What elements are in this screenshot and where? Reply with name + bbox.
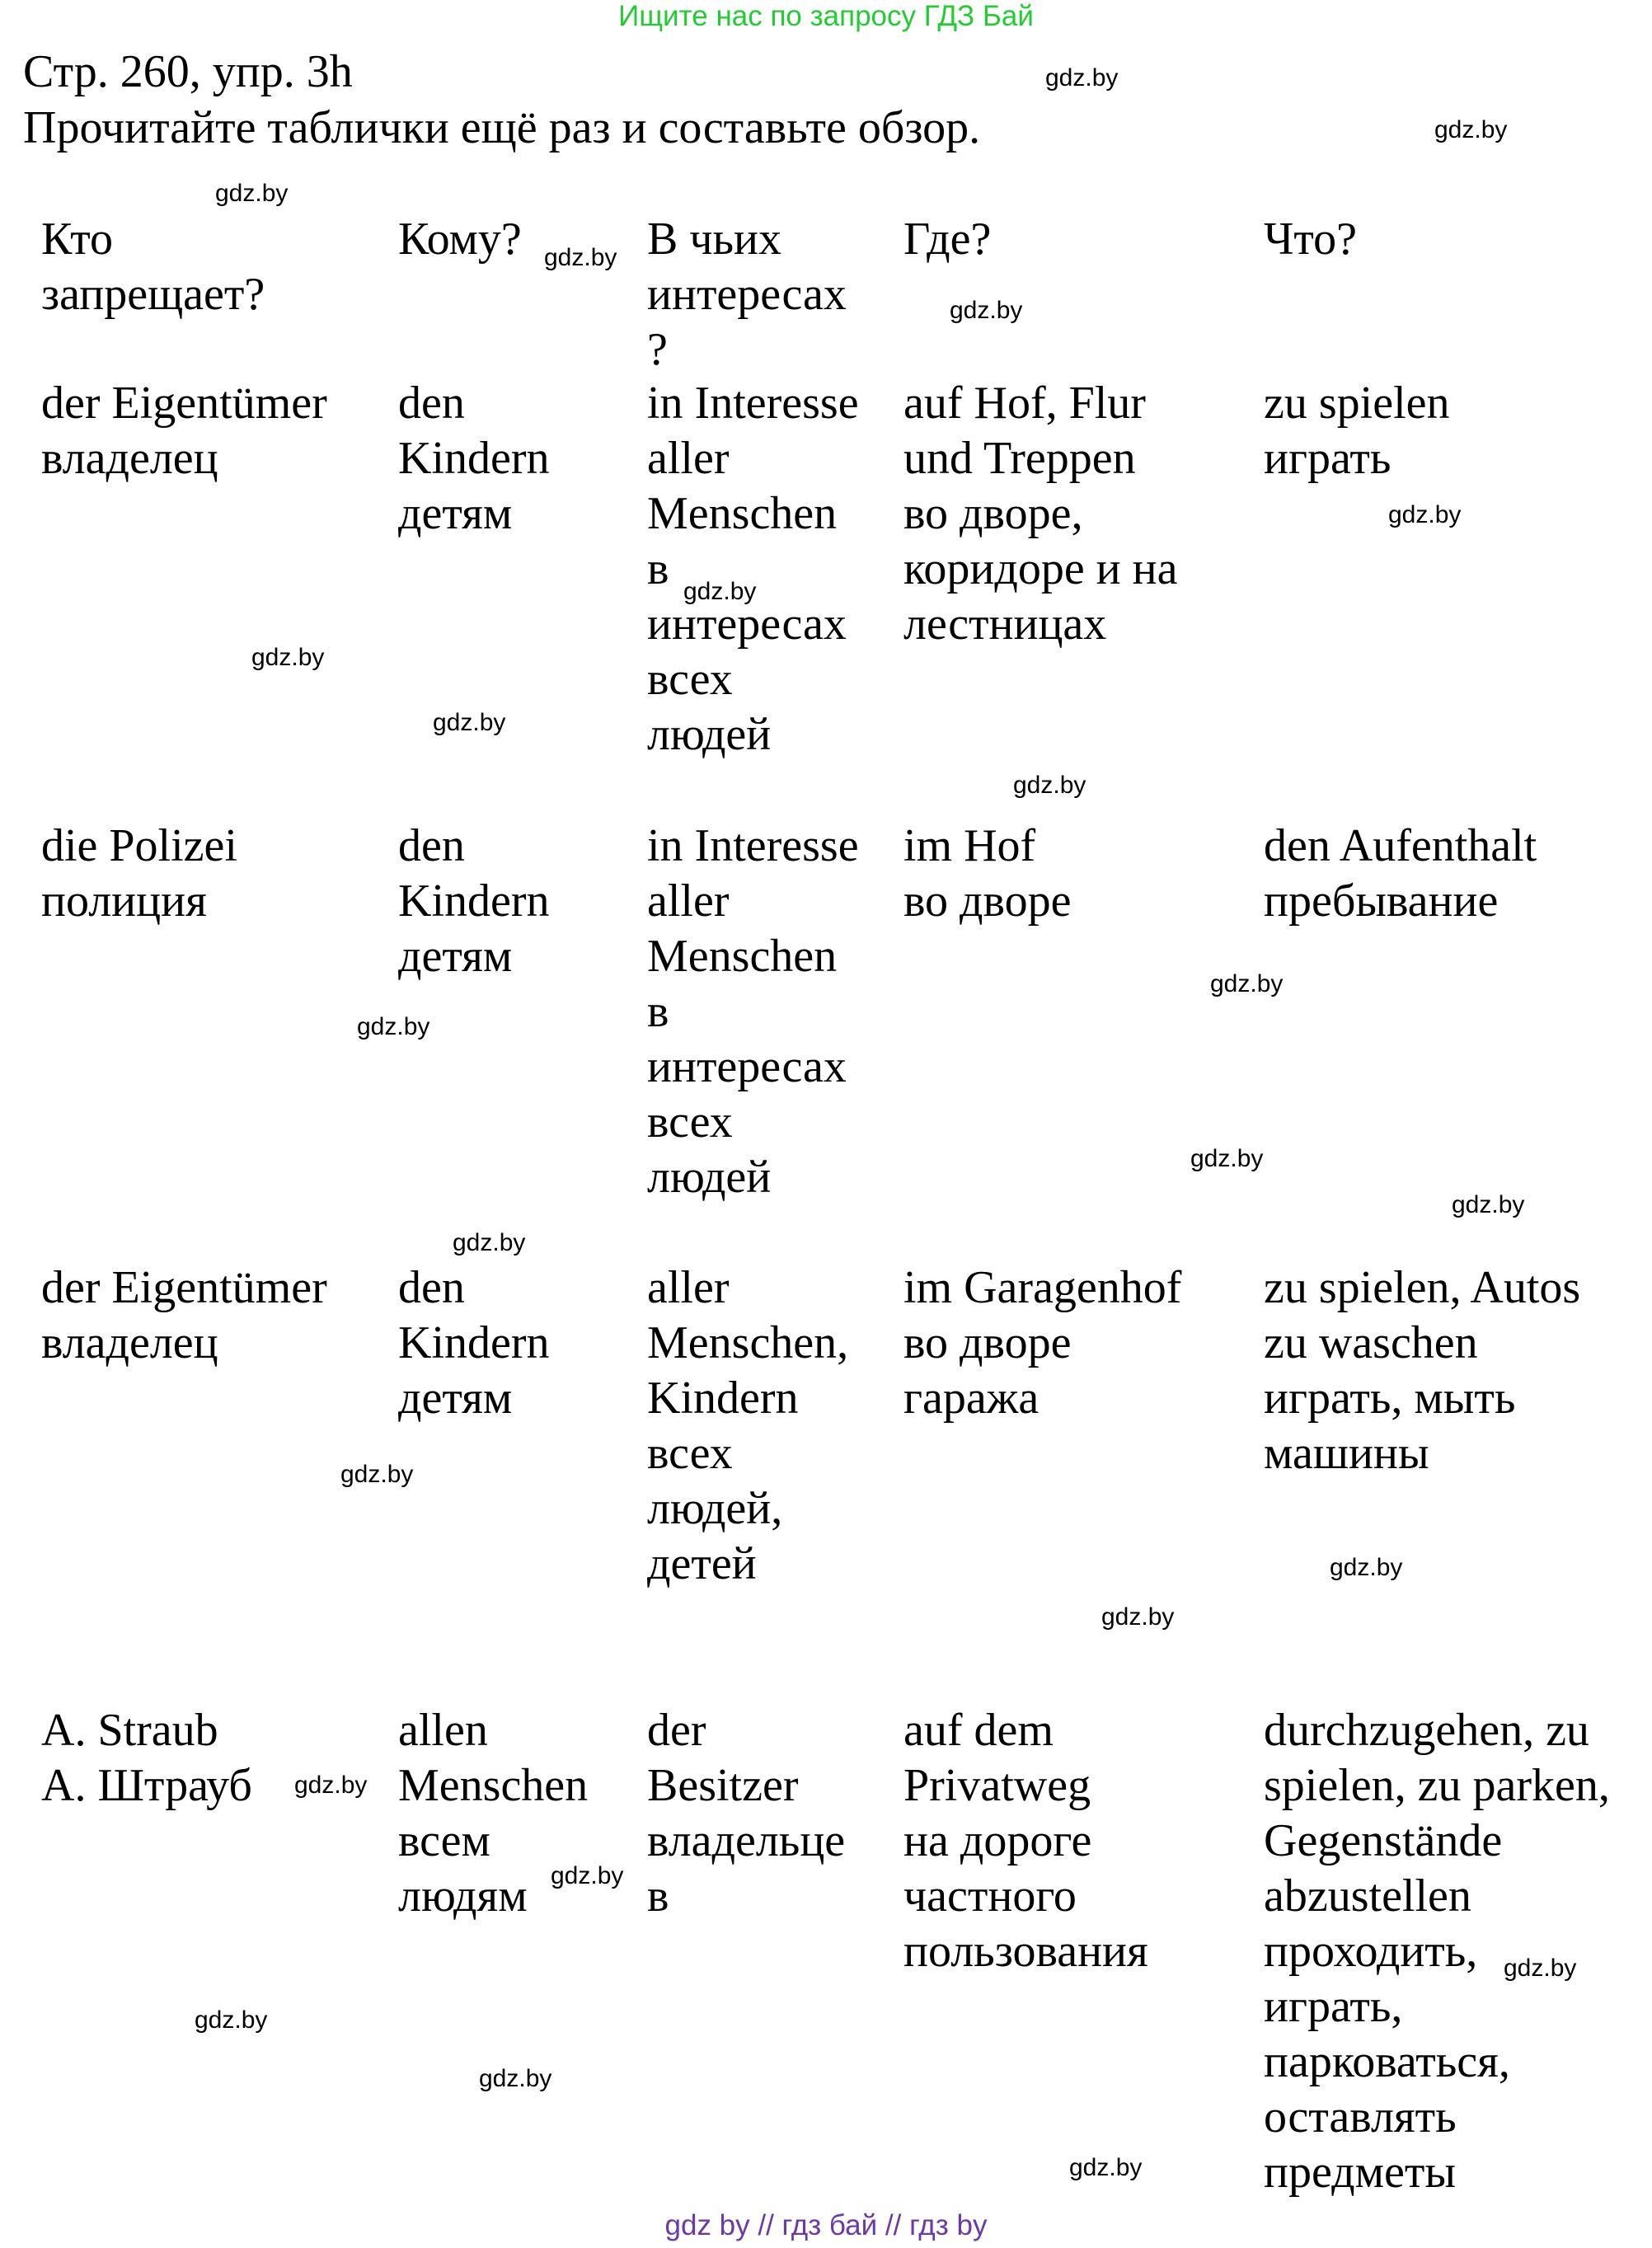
watermark: gdz.by bbox=[1434, 116, 1508, 143]
column-header-to-whom: Кому? bbox=[398, 214, 522, 265]
watermark: gdz.by bbox=[215, 180, 289, 207]
watermark: gdz.by bbox=[1190, 1145, 1264, 1172]
table-cell: den Kindern детям bbox=[398, 1262, 550, 1424]
watermark: gdz.by bbox=[1045, 64, 1119, 92]
table-cell: den Kindern детям bbox=[398, 820, 550, 982]
table-cell: A. Straub А. Штрауб bbox=[41, 1705, 252, 1811]
table-cell: auf dem Privatweg на дороге частного пользования bbox=[903, 1705, 1148, 1977]
watermark: gdz.by bbox=[683, 578, 757, 605]
watermark: gdz.by bbox=[544, 244, 617, 271]
table-cell: im Garagenhof во дворе гаража bbox=[903, 1262, 1182, 1424]
watermark: gdz.by bbox=[1013, 772, 1086, 799]
table-cell: den Kindern детям bbox=[398, 378, 550, 539]
instruction-text: Прочитайте таблички ещё раз и составьте обзор. bbox=[23, 102, 981, 153]
column-header-where: Где? bbox=[903, 214, 992, 265]
table-cell: in Interesse aller Menschen в интересах всех людей bbox=[647, 820, 859, 1203]
column-header-interest: В чьих интересах ? bbox=[647, 214, 847, 375]
watermark: gdz.by bbox=[551, 1862, 624, 1889]
watermark: gdz.by bbox=[357, 1013, 430, 1040]
table-cell: der Besitzer владельце в bbox=[647, 1705, 846, 1922]
table-cell: durchzugehen, zu spielen, zu parken, Gegenstände abzustellen проходить, играть, парковаться, оставлять предметы bbox=[1264, 1705, 1610, 2198]
watermark: gdz.by bbox=[1452, 1191, 1525, 1218]
watermark: gdz.by bbox=[950, 297, 1023, 324]
watermark: gdz.by bbox=[1330, 1554, 1403, 1581]
table-cell: im Hof во дворе bbox=[903, 820, 1072, 927]
watermark: gdz.by bbox=[1069, 2154, 1143, 2181]
watermark: gdz.by bbox=[453, 1229, 526, 1256]
table-cell: den Aufenthalt пребывание bbox=[1264, 820, 1537, 927]
table-cell: in Interesse aller Menschen в интересах всех людей bbox=[647, 378, 859, 760]
watermark: gdz.by bbox=[251, 644, 325, 671]
footer-links[interactable]: gdz by // гдз бай // гдз by bbox=[664, 2209, 988, 2241]
watermark: gdz.by bbox=[195, 2006, 268, 2034]
column-header-who: Кто запрещает? bbox=[41, 214, 265, 320]
table-cell: auf Hof, Flur und Treppen во дворе, коридоре и на лестницах bbox=[903, 378, 1178, 650]
table-cell: zu spielen, Autos zu waschen играть, мыть машины bbox=[1264, 1262, 1581, 1479]
table-cell: der Eigentümer владелец bbox=[41, 378, 327, 484]
column-header-what: Что? bbox=[1264, 214, 1357, 265]
watermark: gdz.by bbox=[1210, 970, 1284, 997]
table-cell: aller Menschen, Kindern всех людей, детей bbox=[647, 1262, 849, 1589]
table-cell: allen Menschen всем людям bbox=[398, 1705, 589, 1922]
watermark: gdz.by bbox=[1101, 1603, 1175, 1631]
table-cell: der Eigentümer владелец bbox=[41, 1262, 327, 1368]
watermark: gdz.by bbox=[433, 709, 506, 736]
top-banner[interactable]: Ищите нас по запросу ГДЗ Бай bbox=[618, 0, 1034, 32]
watermark: gdz.by bbox=[340, 1461, 414, 1488]
table-cell: die Polizei полиция bbox=[41, 820, 237, 927]
watermark: gdz.by bbox=[479, 2065, 552, 2092]
watermark: gdz.by bbox=[1504, 1955, 1577, 1982]
watermark: gdz.by bbox=[294, 1772, 368, 1799]
page-title: Стр. 260, упр. 3h bbox=[23, 46, 353, 97]
watermark: gdz.by bbox=[1388, 501, 1462, 528]
table-cell: zu spielen играть bbox=[1264, 378, 1450, 484]
